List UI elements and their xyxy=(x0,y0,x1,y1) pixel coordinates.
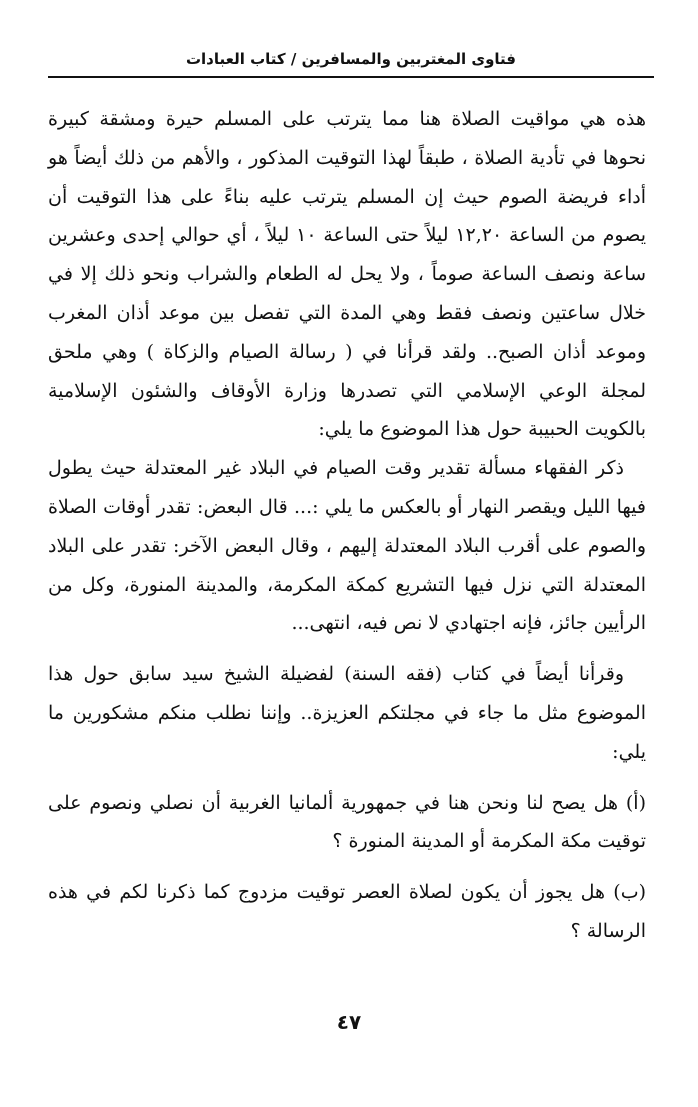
page-body xyxy=(48,100,646,951)
question-a: (أ) هل يصح لنا ونحن هنا في جمهورية ألمانيا الغربية أن نصلي ونصوم على توقيت مكة المكرمة أو المدينة المنورة ؟ xyxy=(48,791,646,853)
question-b: (ب) هل يجوز أن يكون لصلاة العصر توقيت مزدوج كما ذكرنا لكم في هذه الرسالة ؟ xyxy=(48,881,646,942)
page-number: ٤٧ xyxy=(336,1010,362,1034)
paragraph-2: ذكر الفقهاء مسألة تقدير وقت الصيام في البلاد غير المعتدلة حيث يطول فيها الليل ويقصر النهار أو بالعكس ما يلي :... قال البعض: تقدر أوقات الصلاة والصوم على أقرب البلاد المعتدلة إليهم ، وقال البعض الآخر: تقدر على البلاد المعتدلة التي نزل فيها التشريع كمكة المكرمة، والمدينة المنورة، وكل من الرأيين جائز، فإنه اجتهادي لا نص فيه، انتهى... xyxy=(48,457,646,635)
running-header: فتاوى المغتربين والمسافرين / كتاب العبادات xyxy=(185,50,517,68)
paragraph-3: وقرأنا أيضاً في كتاب (فقه السنة) لفضيلة الشيخ سيد سابق حول هذا الموضوع مثل ما جاء في مجلتكم العزيزة.. وإننا نطلب منكم مشكورين ما يلي: xyxy=(48,663,646,763)
paragraph-1: هذه هي مواقيت الصلاة هنا مما يترتب على المسلم حيرة ومشقة كبيرة نحوها في تأدية الصلاة ، طبقاً لهذا التوقيت المذكور ، والأهم من ذلك أيضاً هو أداء فريضة الصوم حيث إن المسلم يترتب عليه بناءً على هذا التوقيت أن يصوم من الساعة ١٢,٢٠ ليلاً حتى الساعة ١٠ ليلاً ، أي حوالي إحدى وعشرين ساعة ونصف الساعة صوماً ، ولا يحل له الطعام والشراب ونحو ذلك إلا في خلال ساعتين ونصف فقط وهي المدة التي تفصل بين موعد أذان المغرب وموعد أذان الصبح.. ولقد قرأنا في ( رسالة الصيام والزكاة ) وهي ملحق لمجلة الوعي الإسلامي التي تصدرها وزارة الأوقاف والشئون الإسلامية بالكويت الحبيبة حول هذا الموضوع ما يلي: xyxy=(48,108,646,441)
header-divider xyxy=(48,76,654,78)
